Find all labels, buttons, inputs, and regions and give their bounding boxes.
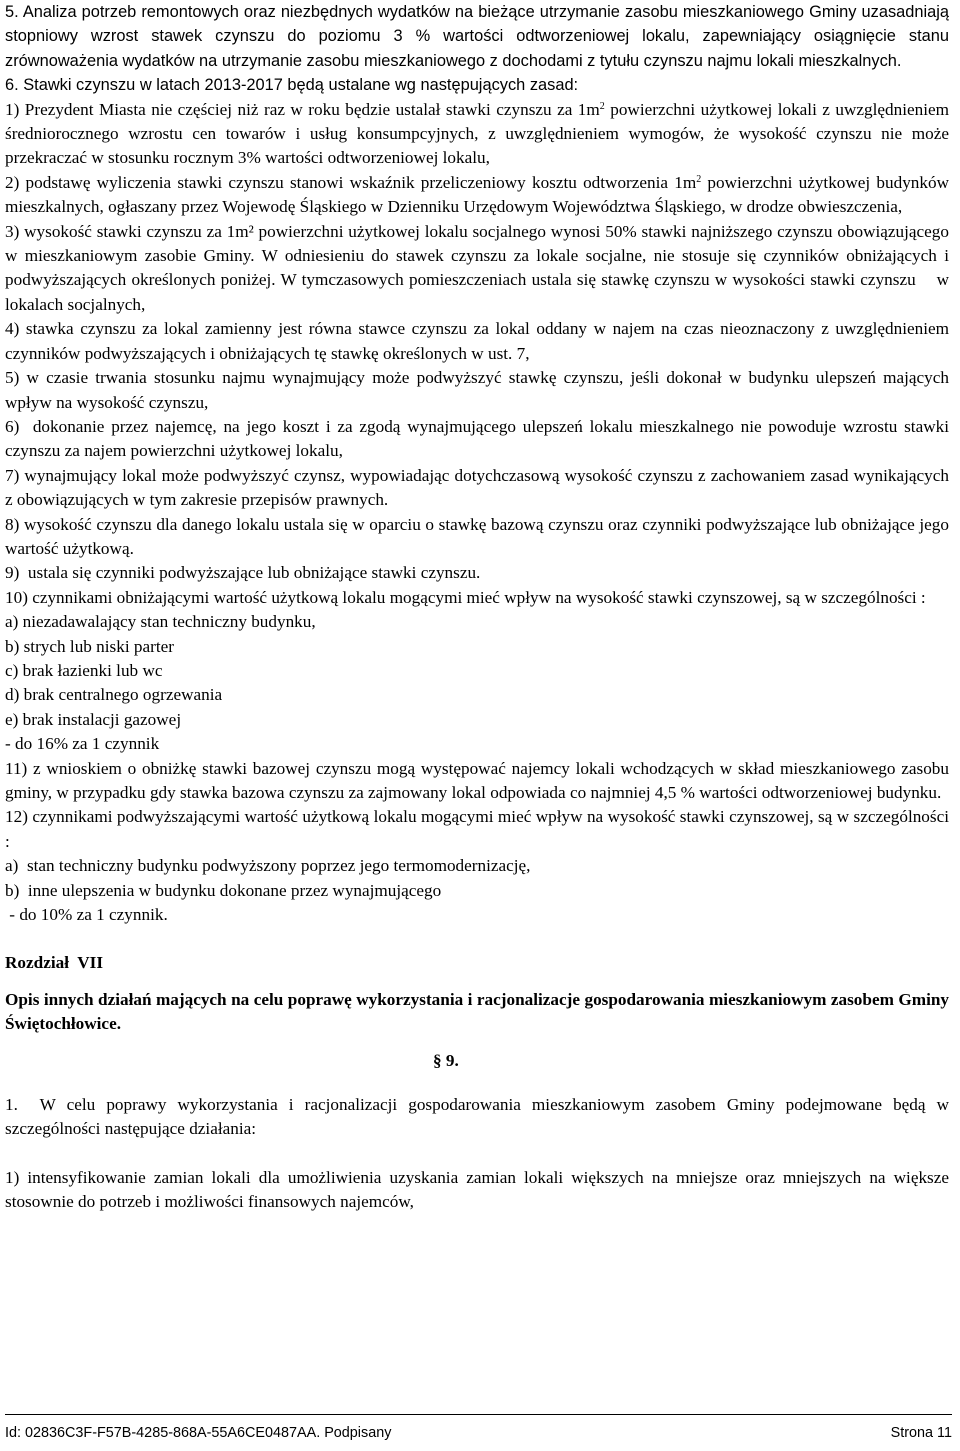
list-item: a) stan techniczny budynku podwyższony poprzez jego termomodernizację, [5,856,531,876]
rule-item-8: 8) wysokość czynszu dla danego lokalu ustala się w oparciu o stawkę bazową czynszu oraz czynniki podwyższające lub obniżające jego wartość użytkową. [5,514,949,558]
document-id: Id: 02836C3F-F57B-4285-868A-55A6CE0487AA. Podpisany [5,1425,392,1441]
rule-item-3: 3) wysokość stawki czynszu za 1m² powierzchni użytkowej lokalu socjalnego wynosi 50% stawki najniższego czynszu obowiązującego w mieszkaniowym zasobie Gminy. W odniesieniu do stawek czynszu za lokale socjalne, nie stosuje się czynników obniżających i podwyższających określonych poniżej. W tymczasowych pomieszczeniach ustala się stawkę czynszu w wysokości stawki czynszu w lokalach socjalnych, [5,221,954,314]
document-page [5,0,954,1215]
rule-item-2-text-b: powierzchni użytkowej budynków mieszkalnych, ogłaszany przez Wojewodę Śląskiego w Dzienniku Urzędowym Województwa Śląskiego, w drodze obwieszczenia, [5,172,949,217]
rule-item-4: 4) stawka czynszu za lokal zamienny jest równa stawce czynszu za lokal oddany w najem na czas nieoznaczony z uwzględnieniem czynników podwyższających i obniżających tę stawkę określonych w ust. 7, [5,319,949,363]
page-number: Strona 11 [890,1425,952,1441]
rule-item-10: 10) czynnikami obniżającymi wartość użytkową lokalu mogącymi mieć wpływ na wysokość stawki czynszowej, są w szczególności : [5,587,926,607]
rule-item-9: 9) ustala się czynniki podwyższające lub obniżające stawki czynszu. [5,563,481,583]
reducing-factors-list [5,610,949,756]
section-5-paragraph: 5. Analiza potrzeb remontowych oraz niezbędnych wydatków na bieżące utrzymanie zasobu mieszkaniowego Gminy uzasadniają stopniowy wzrost stawek czynszu do poziomu 3 % wartości odtworzeniowej lokalu, zapewniający osiągnięcie stanu zrównoważenia wydatków na utrzymanie zasobu mieszkaniowego z dochodami z tytułu czynszu najmu lokali mieszkalnych. [5,3,949,70]
rule-item-2-text-a: 2) podstawę wyliczenia stawki czynszu stanowi wskaźnik przeliczeniowy kosztu odtworzenia 1m [5,172,697,192]
section-6 [5,73,954,927]
list-item: a) niezadawalający stan techniczny budynku, [5,612,316,632]
chapter-title: Opis innych działań mających na celu poprawę wykorzystania i racjonalizacje gospodarowania mieszkaniowym zasobem Gminy Świętochłowice. [5,989,949,1034]
list-item: d) brak centralnego ogrzewania [5,685,223,705]
rule-item-5: 5) w czasie trwania stosunku najmu wynajmujący może podwyższyć stawkę czynszu, jeśli dokonał w budynku ulepszeń mających wpływ na wysokość czynszu, [5,368,949,412]
rule-item-1-text-a: 1) Prezydent Miasta nie częściej niż raz w roku będzie ustalał stawki czynszu za 1m [5,99,600,119]
increasing-factors-list [5,854,949,927]
list-item: b) strych lub niski parter [5,636,174,656]
rule-item-6: 6) dokonanie przez najemcę, na jego koszt i za zgodą wynajmującego ulepszeń lokalu mieszkalnego nie powoduje wzrostu stawki czynszu za najem powierzchni użytkowej lokalu, [5,416,954,461]
rule-item-1 [5,98,949,171]
list-item: c) brak łazienki lub wc [5,660,163,680]
list-item: - do 10% za 1 czynnik. [5,905,168,925]
section-6-intro: 6. Stawki czynszu w latach 2013-2017 będą ustalane wg następujących zasad: [5,76,579,95]
rule-item-7: 7) wynajmujący lokal może podwyższyć czynsz, wypowiadając dotychczasową wysokość czynszu z zachowaniem zasad wynikających z obowiązujących w tym zakresie przepisów prawnych. [5,465,949,510]
superscript-2: 2 [599,100,605,112]
action-point-1: 1. W celu poprawy wykorzystania i racjonalizacji gospodarowania mieszkaniowym zasobem Gminy podejmowane będą w szczególności następujące działania: [5,1095,954,1139]
chapter-heading: Rozdział VII [5,953,104,973]
list-item: e) brak instalacji gazowej [5,709,182,729]
paragraph-mark: § 9. [433,1050,459,1070]
rule-item-1-text-b: powierzchni użytkowej lokali z uwzględnieniem średniorocznego wzrostu cen towarów i usług konsumpcyjnych, z uwzględnieniem wymogów, że wysokość czynszu nie może przekraczać w stosunku rocznym 3% wartości odtworzeniowej lokalu, [5,99,949,168]
action-point-1-item-1: 1) intensyfikowanie zamian lokali dla umożliwienia uzyskania zamian lokali większych na mniejsze oraz mniejszych na większe stosownie do potrzeb i możliwości finansowych najemców, [5,1167,949,1212]
page-footer [5,1414,952,1441]
rule-item-2 [5,171,949,220]
list-item: b) inne ulepszenia w budynku dokonane przez wynajmującego [5,880,442,900]
rule-item-12: 12) czynnikami podwyższającymi wartość użytkową lokalu mogącymi mieć wpływ na wysokość stawki czynszowej, są w szczególności : [5,807,949,851]
list-item: - do 16% za 1 czynnik [5,734,160,754]
superscript-2: 2 [696,173,702,185]
rule-item-11: 11) z wnioskiem o obniżkę stawki bazowej czynszu mogą występować najemcy lokali wchodzących w skład mieszkaniowego zasobu gminy, w przypadku gdy stawka bazowa czynszu za zajmowany lokal odpowiada co najmniej 4,5 % wartości odtworzeniowej budynku. [5,758,949,802]
